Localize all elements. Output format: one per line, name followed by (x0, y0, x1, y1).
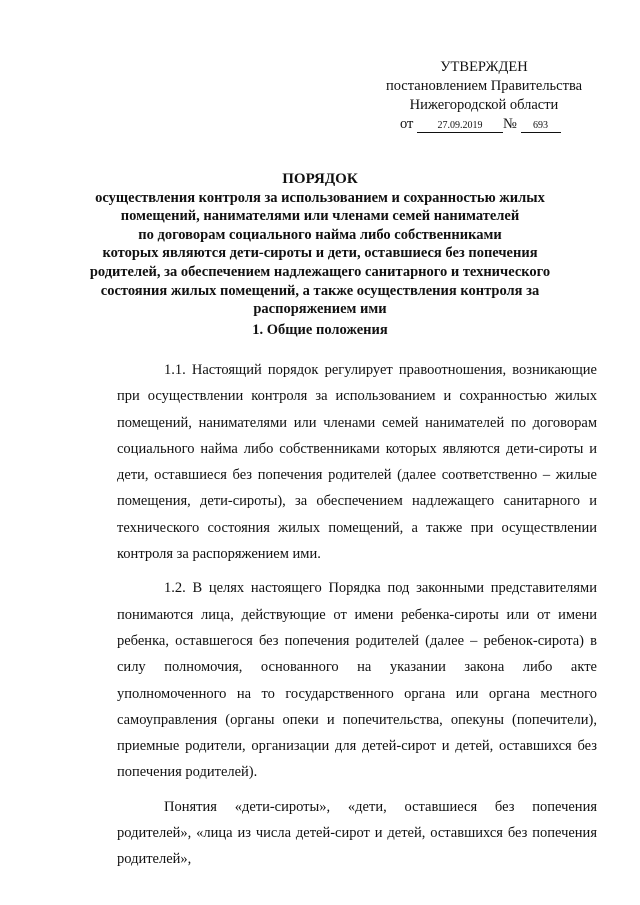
approval-number-sign: № (503, 116, 517, 132)
approval-stamp (374, 58, 594, 134)
paragraph-1-2: 1.2. В целях настоящего Порядка под законными представителями понимаются лица, действующие от имени ребенка-сироты или от имени ребенка, оставшегося без попечения родителей (далее – ребенок-сирота) в силу полномочия, основанного на указании закона либо акте уполномоченного на то государственного органа или органа местного самоуправления (органы опеки и попечительства, опекуны (попечители), приемные родители, организации для детей-сирот и детей, оставшихся без попечения родителей). (117, 580, 597, 781)
approval-date: 27.09.2019 (417, 120, 503, 133)
paragraph-concepts: Понятия «дети-сироты», «дети, оставшиеся без попечения родителей», «лица из числа детей-сирот и детей, оставшихся без попечения родителей», (117, 798, 597, 868)
approval-date-line (374, 115, 594, 134)
title-line: распоряжением ими (253, 301, 387, 318)
approval-region: Нижегородской области (409, 97, 559, 113)
title-line: состояния жилых помещений, а также осуществления контроля за (100, 282, 540, 299)
approval-date-prefix: от (400, 116, 414, 132)
document-body (117, 357, 597, 873)
title-line: которых являются дети-сироты и дети, оставшиеся без попечения (102, 245, 538, 262)
approval-number: 693 (521, 120, 561, 133)
title-line: осуществления контроля за использованием и сохранностью жилых (95, 189, 545, 206)
title-line: по договорам социального найма либо собственниками (138, 226, 502, 243)
document-title-main: ПОРЯДОК (282, 171, 358, 187)
approval-title: УТВЕРЖДЕН (440, 59, 528, 75)
approval-authority: постановлением Правительства (385, 78, 583, 94)
document-title (40, 170, 600, 319)
paragraph-1-1: 1.1. Настоящий порядок регулирует правоотношения, возникающие при осуществлении контроля за использованием и сохранностью жилых помещений, нанимателями или членами семей нанимателей по договорам социального найма либо собственниками которых являются дети-сироты и дети, оставшиеся без попечения родителей (далее соответственно – жилые помещения, дети-сироты), за обеспечением надлежащего санитарного и технического состояния жилых помещений, а также при осуществлении контроля за распоряжением ими. (117, 362, 597, 563)
section-heading: 1. Общие положения (252, 322, 388, 338)
title-line: помещений, нанимателями или членами семей нанимателей (120, 208, 520, 225)
title-line: родителей, за обеспечением надлежащего санитарного и технического (89, 263, 551, 280)
